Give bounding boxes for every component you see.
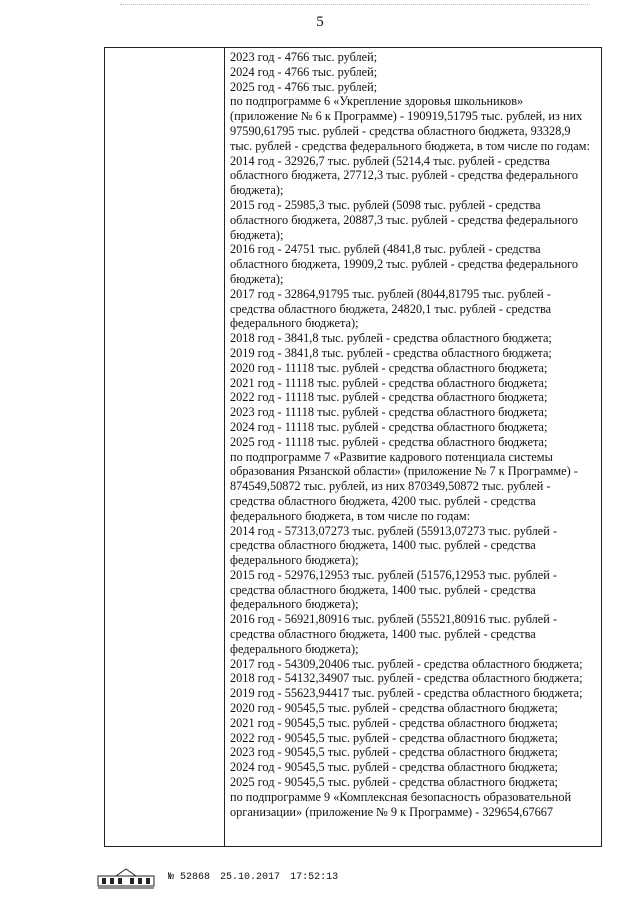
text-line: федерального бюджета); bbox=[230, 597, 359, 612]
text-line: средства областного бюджета, 24820,1 тыс. рублей - средства bbox=[230, 301, 552, 316]
text-line: 2021 год - 11118 тыс. рублей - средства областного бюджета; bbox=[230, 375, 548, 390]
text-line: 2018 год - 54132,34907 тыс. рублей - средства областного бюджета; bbox=[230, 671, 583, 686]
text-line: 2014 год - 57313,07273 тыс. рублей (55913,07273 тыс. рублей - bbox=[230, 523, 557, 538]
text-line: бюджета); bbox=[230, 227, 284, 242]
text-line: 2024 год - 90545,5 тыс. рублей - средства областного бюджета; bbox=[230, 760, 558, 775]
text-line: областного бюджета, 19909,2 тыс. рублей - средства федерального bbox=[230, 257, 579, 272]
page-number: 5 bbox=[316, 14, 324, 30]
text-line: 2023 год - 4766 тыс. рублей; bbox=[230, 50, 378, 64]
column-divider bbox=[224, 48, 225, 846]
text-line: средства областного бюджета, 1400 тыс. рублей - средства bbox=[230, 582, 536, 597]
text-line: 2015 год - 25985,3 тыс. рублей (5098 тыс. рублей - средства bbox=[230, 197, 541, 212]
text-line: 2016 год - 56921,80916 тыс. рублей (55521,80916 тыс. рублей - bbox=[230, 612, 557, 627]
text-line: 2022 год - 11118 тыс. рублей - средства областного бюджета; bbox=[230, 390, 548, 405]
text-line: 2022 год - 90545,5 тыс. рублей - средства областного бюджета; bbox=[230, 730, 558, 745]
text-line: 2021 год - 90545,5 тыс. рублей - средства областного бюджета; bbox=[230, 715, 558, 730]
text-line: (приложение № 6 к Программе) - 190919,51795 тыс. рублей, из них bbox=[230, 109, 583, 124]
text-line: тыс. рублей - средства федерального бюджета, в том числе по годам: bbox=[230, 138, 590, 153]
text-line: 2023 год - 90545,5 тыс. рублей - средства областного бюджета; bbox=[230, 745, 558, 760]
text-line: 2024 год - 4766 тыс. рублей; bbox=[230, 64, 378, 79]
document-table bbox=[104, 47, 602, 847]
text-line: областного бюджета, 20887,3 тыс. рублей - средства федерального bbox=[230, 212, 579, 227]
text-line: 2024 год - 11118 тыс. рублей - средства областного бюджета; bbox=[230, 419, 548, 434]
text-line: федерального бюджета); bbox=[230, 553, 359, 568]
text-line: образования Рязанской области» (приложение № 7 к Программе) - bbox=[230, 464, 578, 479]
text-line: 2025 год - 90545,5 тыс. рублей - средства областного бюджета; bbox=[230, 775, 558, 790]
text-line: областного бюджета, 27712,3 тыс. рублей - средства федерального bbox=[230, 168, 579, 183]
text-line: 2020 год - 90545,5 тыс. рублей - средства областного бюджета; bbox=[230, 701, 558, 716]
text-line: 2019 год - 3841,8 тыс. рублей - средства областного бюджета; bbox=[230, 345, 552, 360]
document-stamp bbox=[168, 872, 342, 884]
doc-time: 17:52:13 bbox=[290, 872, 339, 883]
text-line: средства областного бюджета, 1400 тыс. рублей - средства bbox=[230, 538, 536, 553]
text-line: 2023 год - 11118 тыс. рублей - средства областного бюджета; bbox=[230, 405, 548, 420]
doc-number: № 52868 bbox=[168, 872, 211, 883]
text-line: федерального бюджета); bbox=[230, 641, 359, 656]
content-column bbox=[230, 50, 600, 819]
footer bbox=[96, 866, 396, 890]
text-line: 2025 год - 11118 тыс. рублей - средства областного бюджета; bbox=[230, 434, 548, 449]
text-line: федерального бюджета, в том числе по годам: bbox=[230, 508, 471, 523]
scan-artifact bbox=[120, 4, 590, 9]
text-line: 2017 год - 32864,91795 тыс. рублей (8044,81795 тыс. рублей - bbox=[230, 286, 551, 301]
text-line: по подпрограмме 7 «Развитие кадрового потенциала системы bbox=[230, 449, 553, 464]
text-line: средства областного бюджета, 1400 тыс. рублей - средства bbox=[230, 627, 536, 642]
text-line: средства областного бюджета, 4200 тыс. рублей - средства bbox=[230, 493, 536, 508]
text-line: организации» (приложение № 9 к Программе) - 329654,67667 bbox=[230, 804, 554, 819]
registry-logo-icon bbox=[96, 866, 156, 890]
text-line: по подпрограмме 6 «Укрепление здоровья школьников» bbox=[230, 94, 524, 109]
text-line: 2016 год - 24751 тыс. рублей (4841,8 тыс. рублей - средства bbox=[230, 242, 541, 257]
text-line: 2020 год - 11118 тыс. рублей - средства областного бюджета; bbox=[230, 360, 548, 375]
text-line: по подпрограмме 9 «Комплексная безопасность образовательной bbox=[230, 789, 572, 804]
text-line: 97590,61795 тыс. рублей - средства областного бюджета, 93328,9 bbox=[230, 123, 571, 138]
text-line: 2014 год - 32926,7 тыс. рублей (5214,4 тыс. рублей - средства bbox=[230, 153, 550, 168]
text-line: 2019 год - 55623,94417 тыс. рублей - средства областного бюджета; bbox=[230, 686, 583, 701]
text-line: бюджета); bbox=[230, 271, 284, 286]
text-line: федерального бюджета); bbox=[230, 316, 359, 331]
doc-date: 25.10.2017 bbox=[220, 872, 281, 883]
text-line: 874549,50872 тыс. рублей, из них 870349,50872 тыс. рублей - bbox=[230, 479, 551, 494]
text-line: 2025 год - 4766 тыс. рублей; bbox=[230, 79, 378, 94]
text-line: 2017 год - 54309,20406 тыс. рублей - средства областного бюджета; bbox=[230, 656, 583, 671]
text-line: бюджета); bbox=[230, 183, 284, 198]
text-line: 2015 год - 52976,12953 тыс. рублей (51576,12953 тыс. рублей - bbox=[230, 567, 557, 582]
text-line: 2018 год - 3841,8 тыс. рублей - средства областного бюджета; bbox=[230, 331, 552, 346]
